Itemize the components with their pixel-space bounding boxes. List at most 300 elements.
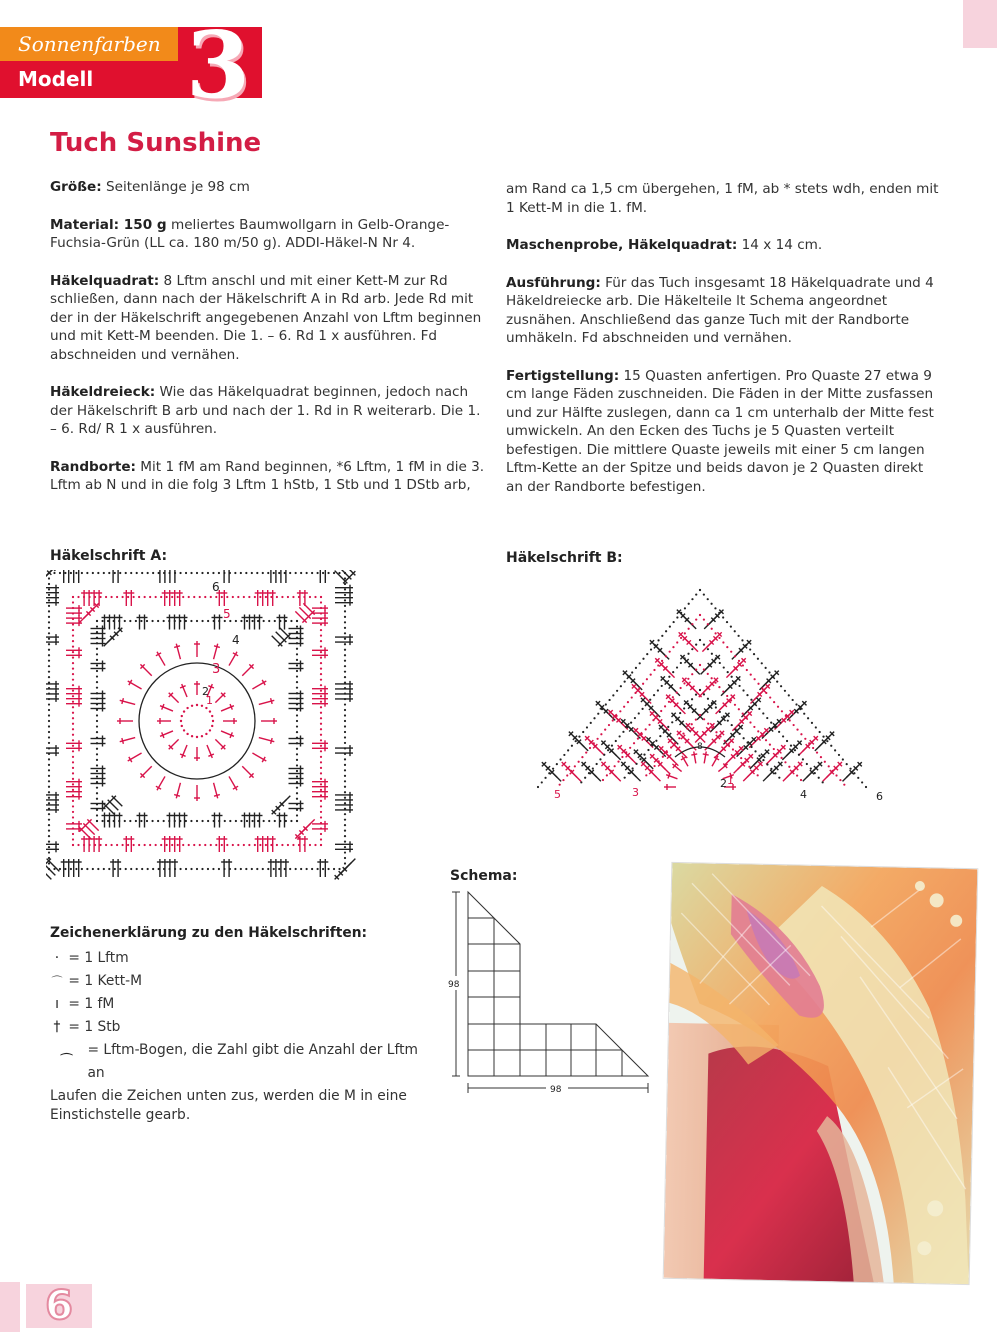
chart-a-round1-stitch <box>157 718 171 724</box>
schema-grid <box>468 918 622 1076</box>
chart-a-corner-stitch <box>85 817 101 833</box>
chart-b-stitch <box>703 698 719 714</box>
chart-b-chain-dot <box>731 724 733 726</box>
chart-b-chain-dot <box>699 639 701 641</box>
chart-a-chain-dot <box>72 789 74 791</box>
legend-item-fm: ı = 1 fM <box>50 993 430 1016</box>
groesse-label: Größe: <box>50 179 102 195</box>
chart-b-chain-dot <box>789 719 791 721</box>
chart-a-chain-dot <box>207 820 209 822</box>
chart-a-round3-stitch-bar <box>174 795 180 797</box>
chart-b-chain-dot <box>695 618 697 620</box>
chart-a-chain-dot <box>344 616 346 618</box>
chart-a-corner-stitch <box>110 794 125 809</box>
chart-a-center-dot <box>183 710 185 712</box>
chart-a-chain-dot <box>296 653 298 655</box>
chart-b-chain-dot <box>703 668 705 670</box>
chart-a-stitch <box>46 634 59 640</box>
chart-a-chain-dot <box>196 820 198 822</box>
chart-b-marks <box>537 589 867 790</box>
chart-b-chain-dot <box>818 777 820 779</box>
chart-a-chain-dot <box>114 868 116 870</box>
chart-a-stitch <box>312 620 328 626</box>
chart-a-chain-dot <box>240 572 242 574</box>
chart-a-chain-dot <box>320 629 322 631</box>
chart-b-chain-dot <box>710 603 712 605</box>
chart-a-corner-stitch <box>110 626 125 641</box>
double-crochet-icon: † <box>53 1019 61 1035</box>
chart-a-corner-stitch <box>301 601 317 617</box>
chart-a-chain-dot <box>177 596 179 598</box>
chart-b-chain-dot <box>680 662 682 664</box>
chart-a-chain-dot <box>344 605 346 607</box>
chart-a-chain-dot <box>96 720 98 722</box>
chart-a-chain-dot <box>196 868 198 870</box>
chart-a-stitch <box>167 813 173 828</box>
chart-a-chain-dot <box>72 750 74 752</box>
chart-b-chain-dot <box>556 763 558 765</box>
chart-a-chain-dot <box>48 643 50 645</box>
chart-b-stitch <box>652 743 668 759</box>
chart-b-chain-dot <box>639 758 641 760</box>
chart-b-chain-dot <box>757 683 759 685</box>
chart-b-chain-dot <box>780 685 782 687</box>
dreieck-text: Wie das Häkelquadrat beginnen, jedoch nach der Häkelschrift B arb und nach der 1. Rd in R weiterarb. Die 1. – 6. Rd/ R 1 x ausführen. <box>50 384 481 437</box>
chart-b-chain-dot <box>607 749 609 751</box>
chart-a-stitch <box>91 806 106 812</box>
chart-b-title: Häkelschrift B: <box>506 550 623 566</box>
chart-b-chain-dot <box>653 694 655 696</box>
chart-a-chain-dot <box>320 789 322 791</box>
chart-b-chain-dot <box>811 722 813 724</box>
chart-a-chain-dot <box>320 657 322 659</box>
chart-a-chain-dot <box>320 601 322 603</box>
fertig-text: 15 Quasten anfertigen. Pro Quaste 27 etwa 9 cm lange Fäden zuschneiden. Die Fäden in der Mitte zusfassen und zur Hälfte zuslegen, dann ca 1 cm unterhalb der Mitte fest umwickeln. An den Ecken des Tuchs je 5 Quasten verteilt befestigen. Die mittlere Quaste jeweils mit einer 5 cm langen Lftm-Kette an der Spitze und beids davon je 2 Quasten direkt an der Randborte befestigen. <box>506 367 934 495</box>
chart-b-chain-dot <box>650 674 652 676</box>
chart-a-chain-dot <box>296 659 298 661</box>
chart-b-chain-dot <box>790 745 792 747</box>
chart-b-stitch <box>627 725 643 741</box>
symbol-legend <box>50 922 430 1125</box>
chart-a-center-dot <box>196 736 198 738</box>
chart-b-chain-dot <box>750 699 752 701</box>
chart-a-chain-dot <box>77 844 79 846</box>
chart-b-chain-dot <box>593 717 595 719</box>
chart-b-chain-dot <box>757 658 759 660</box>
chart-a-stitch <box>107 615 113 630</box>
chart-a-stitch <box>71 570 77 583</box>
chart-a-chain-dot <box>333 868 335 870</box>
chart-a-chain-dot <box>322 572 324 574</box>
chart-a-chain-dot <box>97 868 99 870</box>
chart-b-chain-dot <box>661 685 663 687</box>
chart-a-chain-dot <box>96 820 98 822</box>
chart-b-chain-dot <box>699 614 701 616</box>
chart-a-stitch <box>46 802 59 808</box>
chart-a-stitch <box>212 615 218 630</box>
chart-a-chain-dot <box>72 723 74 725</box>
chart-a-chain-dot <box>344 632 346 634</box>
chart-a-chain-dot <box>344 780 346 782</box>
chart-b-center-stitch <box>716 762 729 774</box>
chart-b-chain-dot <box>769 696 771 698</box>
chart-b-chain-dot <box>688 603 690 605</box>
chart-a-chain-dot <box>182 844 184 846</box>
chart-b-chain-dot <box>603 754 605 756</box>
chart-a-chain-dot <box>296 753 298 755</box>
chart-a-round3-stitch <box>138 662 154 678</box>
chart-a-chain-dot <box>256 572 258 574</box>
chart-a-stitch <box>96 836 102 852</box>
chart-a-chain-dot <box>320 805 322 807</box>
chart-a-chain-dot <box>320 668 322 670</box>
chart-a-chain-dot <box>190 620 192 622</box>
chart-b-stitch <box>755 726 771 742</box>
chart-b-chain-dot <box>657 639 659 641</box>
chart-b-chain-dot <box>794 749 796 751</box>
chart-b-chain-dot <box>662 756 664 758</box>
chart-a-chain-dot <box>218 572 220 574</box>
chart-a-chain-dot <box>344 588 346 590</box>
chart-a-chain-dot <box>48 824 50 826</box>
chart-a-stitch <box>302 836 308 852</box>
chart-a-stitch <box>312 826 328 832</box>
chart-b-chain-dot <box>586 726 588 728</box>
chart-b-chain-dot <box>780 757 782 759</box>
chart-b-chain-dot <box>672 646 674 648</box>
chart-a-chain-dot <box>138 844 140 846</box>
chart-a-stitch <box>289 641 304 647</box>
chart-a-round-6: 6 <box>212 580 220 594</box>
chart-b-chain-dot <box>615 740 617 742</box>
chart-a-chain-dot <box>48 583 50 585</box>
chart-b-chain-dot <box>788 694 790 696</box>
chart-b-chain-dot <box>664 705 666 707</box>
chart-a-chain-dot <box>290 820 292 822</box>
chart-b-chain-dot <box>839 779 841 781</box>
chart-b-stitch <box>789 760 805 776</box>
chart-a-corner-stitch-stem <box>280 796 291 807</box>
chart-b-stitch <box>683 615 699 631</box>
chart-a-round1-stitch-stem <box>169 739 179 749</box>
chart-b-chain-dot <box>575 740 577 742</box>
chart-a-chain-dot <box>320 712 322 714</box>
chart-a-stitch <box>91 631 106 637</box>
chart-a-chain-dot <box>320 767 322 769</box>
chart-a-chain-dot <box>151 820 153 822</box>
chart-a-chain-dot <box>344 857 346 859</box>
chart-b-chain-dot <box>645 774 647 776</box>
chart-b-chain-dot <box>619 710 621 712</box>
chart-b-chain-dot <box>742 689 744 691</box>
chart-a-chain-dot <box>229 820 231 822</box>
chart-b-chain-dot <box>800 779 802 781</box>
chart-a-chain-dot <box>72 778 74 780</box>
chart-a-chain-dot <box>243 844 245 846</box>
chart-a-chain-dot <box>72 668 74 670</box>
chart-b-chain-dot <box>838 754 840 756</box>
chart-a-chain-dot <box>144 844 146 846</box>
chart-a-chain-dot <box>320 690 322 692</box>
chart-b-chain-dot <box>715 731 717 733</box>
chain-arc-icon: ⁀ <box>60 1053 73 1070</box>
chart-b-center-stitch <box>701 751 709 764</box>
chart-a-chain-dot <box>344 703 346 705</box>
chart-a-chain-dot <box>344 736 346 738</box>
chart-a-stitch <box>46 595 59 601</box>
chart-a-stitch <box>289 801 304 807</box>
chart-a-chain-dot <box>72 811 74 813</box>
chart-a-round3-stitch <box>138 764 154 780</box>
chart-b-chain-dot <box>699 689 701 691</box>
chart-a-round1-stitch <box>194 747 200 761</box>
chart-b-chain-dot <box>719 662 721 664</box>
chart-a-chain-dot <box>212 572 214 574</box>
chart-a-stitch <box>167 615 173 630</box>
chart-b-chain-dot <box>699 589 701 591</box>
chart-a-round3-stitch <box>194 641 200 657</box>
chart-a-chain-dot <box>344 742 346 744</box>
chart-a-chain-dot <box>296 748 298 750</box>
chart-a-chain-dot <box>296 775 298 777</box>
chart-a-chain-dot <box>320 761 322 763</box>
chart-b-stitch <box>685 638 701 654</box>
chart-b-chain-dot <box>765 667 767 669</box>
chart-b-chain-dot <box>806 763 808 765</box>
legend-item-kett: ⌒ = 1 Kett-M <box>50 970 430 993</box>
schema-title: Schema: <box>450 868 518 884</box>
chart-b-chain-dot <box>730 651 732 653</box>
chart-b-chain-dot <box>738 660 740 662</box>
chart-a-chain-dot <box>296 625 298 627</box>
chart-b-stitch <box>640 734 656 750</box>
chart-b-chain-dot <box>641 708 643 710</box>
chart-a-chain-dot <box>254 844 256 846</box>
chart-a-corner-stitch <box>46 857 61 874</box>
chart-a-chain-dot <box>246 620 248 622</box>
chart-b-chain-dot <box>671 721 673 723</box>
chart-a-stitch <box>289 741 304 747</box>
chart-a-corner-stitch <box>301 817 317 833</box>
chart-a-chain-dot <box>48 671 50 673</box>
chart-a-chain-dot <box>136 868 138 870</box>
chart-a-chain-dot <box>48 638 50 640</box>
chart-a-chain-dot <box>105 596 107 598</box>
chart-b-round-1: 1 <box>727 774 734 787</box>
chart-a-chain-dot <box>296 731 298 733</box>
chart-a-chain-dot <box>64 868 66 870</box>
chart-b-chain-dot <box>602 779 604 781</box>
chart-b-chain-dot <box>672 671 674 673</box>
chart-a-round2-arc <box>139 663 255 779</box>
chart-b-chain-dot <box>699 664 701 666</box>
chart-a-round3-stitch <box>194 785 200 801</box>
chart-a-chain-dot <box>344 797 346 799</box>
chart-a-chain-dot <box>207 620 209 622</box>
chart-a-chain-dot <box>320 783 322 785</box>
chart-a-round3-stitch-bar <box>122 738 124 744</box>
chart-b-chain-dot <box>647 749 649 751</box>
chart-b-chain-dot <box>820 756 822 758</box>
chart-a-chain-dot <box>179 572 181 574</box>
chart-a-stitch <box>289 696 304 702</box>
chart-b-chain-dot <box>718 686 720 688</box>
legend-item-bogen: ⁀ = Lftm-Bogen, die Zahl gibt die Anzahl der Lftm an <box>50 1039 430 1085</box>
chart-a-chain-dot <box>344 654 346 656</box>
chart-a-chain-dot <box>344 665 346 667</box>
chart-a-chain-dot <box>320 723 322 725</box>
page-title: Tuch Sunshine <box>50 128 262 158</box>
chart-a-chain-dot <box>48 720 50 722</box>
chart-b-chain-dot <box>857 777 859 779</box>
chart-b-chain-dot <box>746 694 748 696</box>
chart-a-chain-dot <box>262 868 264 870</box>
chart-b-chain-dot <box>768 671 770 673</box>
chart-b-chain-dot <box>726 621 728 623</box>
chart-a-chain-dot <box>48 835 50 837</box>
chart-a-chain-dot <box>196 620 198 622</box>
chart-a-round3-stitch <box>173 643 183 660</box>
chart-a-corner-stitch <box>341 857 356 874</box>
chart-b-chain-dot <box>842 758 844 760</box>
chart-b-chain-dot <box>585 751 587 753</box>
chart-a-chain-dot <box>147 572 149 574</box>
chart-b-chain-dot <box>599 758 601 760</box>
chart-b-chain-dot <box>643 753 645 755</box>
chart-a-chain-dot <box>152 572 154 574</box>
chart-a-center-dot <box>209 729 211 731</box>
chart-a-chain-dot <box>97 572 99 574</box>
chart-a-chain-dot <box>96 625 98 627</box>
chart-b-chain-dot <box>612 719 614 721</box>
quadrat-label: Häkelquadrat: <box>50 272 160 289</box>
chart-a-stitch <box>335 750 353 756</box>
chart-b-chain-dot <box>665 655 667 657</box>
chart-b-chain-dot <box>611 745 613 747</box>
chart-a-round3-stitch <box>251 750 268 763</box>
chart-a-corner-stitch <box>293 609 309 625</box>
chart-a-chain-dot <box>160 596 162 598</box>
chart-b-chain-dot <box>846 763 848 765</box>
chart-b-chain-dot <box>758 755 760 757</box>
chart-a-chain-dot <box>276 844 278 846</box>
chart-a-chain-dot <box>72 734 74 736</box>
chart-b-chain-dot <box>707 698 709 700</box>
chart-b-chain-dot <box>695 669 697 671</box>
chart-a-chain-dot <box>72 646 74 648</box>
chart-a-round3-stitch <box>119 735 136 745</box>
chart-a-stitch <box>289 631 304 637</box>
chart-a-chain-dot <box>263 620 265 622</box>
chart-a-chain-dot <box>344 758 346 760</box>
chart-a-corner-stitch <box>81 821 97 837</box>
chart-b-chain-dot <box>812 747 814 749</box>
quadrat-paragraph <box>50 272 490 365</box>
chart-a-chain-dot <box>190 868 192 870</box>
chart-b-chain-dot <box>865 786 867 788</box>
chart-a-stitch <box>221 570 227 583</box>
chart-a-chain-dot <box>212 868 214 870</box>
chart-a-stitch <box>217 813 223 828</box>
ausfuehrung-label: Ausführung: <box>506 274 601 291</box>
chart-a-chain-dot <box>86 572 88 574</box>
chart-a-chain-dot <box>296 787 298 789</box>
chart-a-stitch <box>177 813 183 828</box>
chart-a-stitch <box>46 686 59 692</box>
chart-a-chain-dot <box>152 868 154 870</box>
chart-a-chain-dot <box>72 772 74 774</box>
slip-stitch-icon: ⌒ <box>51 975 63 988</box>
chart-a-chain-dot <box>48 610 50 612</box>
chart-a-chain-dot <box>86 868 88 870</box>
chart-a-chain-dot <box>116 596 118 598</box>
chart-a-chain-dot <box>262 572 264 574</box>
chart-b-chain-dot <box>600 733 602 735</box>
chart-a-chain-dot <box>289 868 291 870</box>
chart-b-chain-dot <box>810 767 812 769</box>
chart-a-chain-dot <box>344 802 346 804</box>
chart-a-stitch <box>172 570 178 583</box>
chart-a-round1-stitch-stem <box>215 739 225 749</box>
chart-a-stitch <box>289 701 304 707</box>
chart-b-chain-dot <box>719 711 721 713</box>
chart-a-stitch <box>91 701 106 707</box>
chart-a-stitch <box>312 794 328 800</box>
chart-b-chain-dot <box>828 765 830 767</box>
chart-a-chain-dot <box>344 621 346 623</box>
chart-a-chain-dot <box>96 775 98 777</box>
chart-a-chain-dot <box>124 820 126 822</box>
chart-a-chain-dot <box>320 734 322 736</box>
chart-b-chain-dot <box>560 758 562 760</box>
chart-a-chain-dot <box>287 596 289 598</box>
chart-a-chain-dot <box>179 868 181 870</box>
chart-a-chain-dot <box>119 868 121 870</box>
chart-a-stitch <box>66 620 82 626</box>
chart-a-stitch <box>117 813 123 828</box>
chart-b-chain-dot <box>695 694 697 696</box>
chart-b-center-stitch-bar <box>668 773 670 779</box>
chart-a-chain-dot <box>127 844 129 846</box>
chart-a-round3-stitch-bar <box>271 698 273 704</box>
chart-a-chain-dot <box>96 759 98 761</box>
chart-a-chain-dot <box>59 572 61 574</box>
chart-a-chain-dot <box>135 820 137 822</box>
chart-a-chain-dot <box>344 660 346 662</box>
chart-b-chain-dot <box>665 630 667 632</box>
chart-a-chain-dot <box>110 844 112 846</box>
chart-b-chain-dot <box>590 722 592 724</box>
chart-a-stitch <box>46 841 59 847</box>
chart-a-stitch <box>283 570 289 583</box>
chart-b-chain-dot <box>684 607 686 609</box>
chart-a-chain-dot <box>235 620 237 622</box>
chart-a-corner-stitch <box>297 605 313 621</box>
chart-a-chain-dot <box>221 844 223 846</box>
chart-a-round1-stitch-stem <box>215 693 225 703</box>
chart-a-stitch <box>46 691 59 697</box>
fertig-paragraph <box>506 367 942 497</box>
chart-a-chain-dot <box>344 786 346 788</box>
chart-a-chain-dot <box>96 798 98 800</box>
chart-b-chain-dot <box>796 729 798 731</box>
chart-b-stitch <box>602 707 618 723</box>
chart-a-chain-dot <box>72 651 74 653</box>
chart-b-chain-dot <box>624 777 626 779</box>
chart-b-round-5: 5 <box>554 788 561 801</box>
chart-a-chain-dot <box>130 572 132 574</box>
chart-a-chain-dot <box>72 640 74 642</box>
